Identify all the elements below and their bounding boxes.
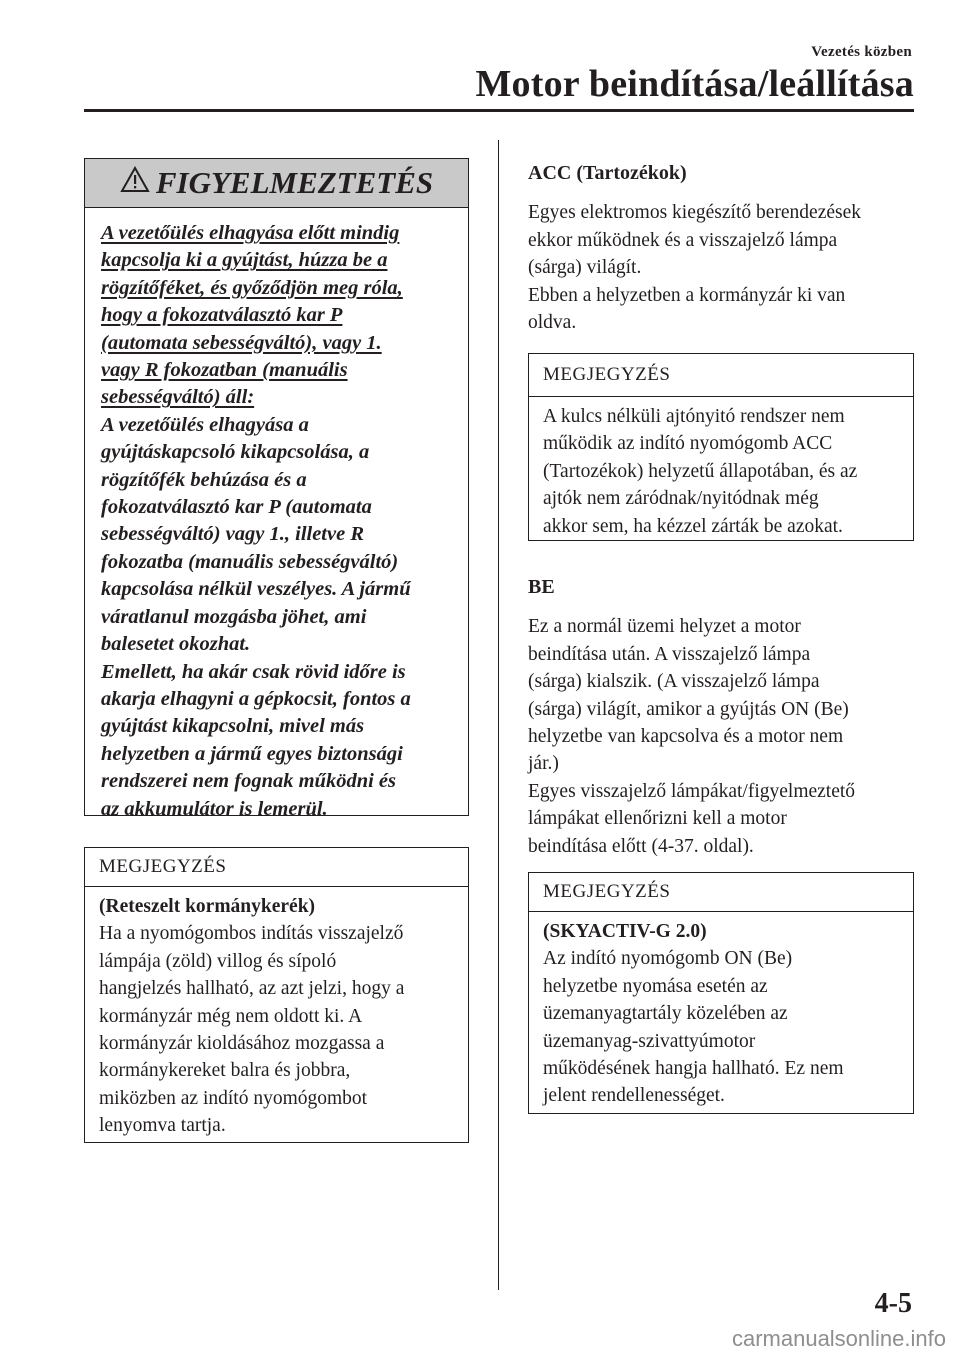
note-line: lámpája (zöld) villog és sípoló (99, 950, 337, 972)
be-line: Egyes visszajelző lámpákat/figyelmeztető (528, 780, 856, 802)
acc-line: Ebben a helyzetben a kormányzár ki van (528, 284, 846, 306)
warning-line: fokozatba (manuális sebességváltó) (101, 550, 399, 573)
warning-line: fokozatválasztó kar P (automata (101, 496, 372, 519)
warning-box (84, 158, 469, 820)
warning-line: vagy R fokozatban (manuális (101, 359, 348, 382)
note-heading: MEGJEGYZÉS (529, 354, 913, 397)
acc-line: ekkor működnek és a visszajelző lámpa (528, 229, 838, 251)
note-subtitle: (SKYACTIV-G 2.0) (543, 921, 707, 942)
be-line: beindítása előtt (4-37. oldal). (528, 835, 754, 857)
warning-line: hogy a fokozatválasztó kar P (101, 304, 343, 327)
note-line: üzemanyag-szivattyúmotor (543, 1030, 756, 1052)
note-body (529, 397, 913, 540)
acc-heading: ACC (Tartozékok) (528, 162, 687, 184)
note-line: miközben az indító nyomógombot (99, 1087, 368, 1109)
note-subtitle: (Reteszelt kormánykerék) (99, 896, 316, 917)
be-section (528, 574, 918, 860)
page-title: Motor beindítása/leállítása (475, 63, 914, 105)
warning-line: rendszerei nem fognak működni és (101, 770, 396, 793)
note-line: A kulcs nélküli ajtónyitó rendszer nem (543, 406, 845, 427)
note-line: hangjelzés hallható, az azt jelzi, hogy a (99, 978, 405, 1000)
warning-line: sebességváltó) áll: (101, 386, 255, 409)
acc-line: Egyes elektromos kiegészítő berendezések (528, 202, 861, 224)
warning-line: Emellett, ha akár csak rövid időre is (101, 660, 406, 683)
be-line: (sárga) világít, amikor a gyújtás ON (Be) (528, 698, 849, 720)
note-box-steering-lock (84, 847, 469, 1143)
warning-line: váratlanul mozgásba jöhet, ami (101, 605, 367, 628)
note-heading: MEGJEGYZÉS (85, 848, 468, 887)
be-line: helyzetbe van kapcsolva és a motor nem (528, 726, 844, 748)
note-line: kormányzár még nem oldott ki. A (99, 1005, 363, 1027)
column-divider (498, 140, 499, 1290)
warning-header (85, 159, 468, 208)
note-line: ajtók nem záródnak/nyitódnak még (543, 488, 819, 510)
warning-line: (automata sebességváltó), vagy 1. (101, 331, 382, 354)
note-line: működik az indító nyomógomb ACC (543, 433, 833, 455)
warning-triangle-icon (120, 165, 150, 201)
warning-line: sebességváltó) vagy 1., illetve R (101, 523, 364, 546)
warning-title: FIGYELMEZTETÉS (155, 165, 434, 200)
note-line: Az indító nyomógomb ON (Be) (543, 948, 793, 970)
be-line: (sárga) kialszik. (A visszajelző lámpa (528, 671, 820, 693)
warning-line: kapcsolja ki a gyújtást, húzza be a (101, 249, 388, 272)
header-rule (84, 109, 914, 112)
note-line: kormányzár kioldásához mozgassa a (99, 1033, 385, 1055)
warning-line: gyújtást kikapcsolni, mivel más (101, 715, 365, 738)
note-line: Ha a nyomógombos indítás visszajelző (99, 923, 404, 945)
warning-body (85, 208, 468, 823)
note-line: kormánykereket balra és jobbra, (99, 1060, 351, 1082)
warning-line: A vezetőülés elhagyása a (101, 413, 309, 436)
note-line: lenyomva tartja. (99, 1115, 226, 1137)
note-body (85, 887, 468, 1140)
note-line: (Tartozékok) helyzetű állapotában, és az (543, 460, 858, 482)
acc-line: oldva. (528, 312, 577, 334)
note-line: akkor sem, ha kézzel zárták be azokat. (543, 515, 843, 537)
warning-line: kapcsolása nélkül veszélyes. A jármű (101, 578, 411, 601)
warning-line: helyzetben a jármű egyes biztonsági (101, 742, 403, 765)
note-box-keyless-entry (528, 353, 914, 541)
be-heading: BE (528, 576, 555, 598)
note-line: üzemanyagtartály közelében az (543, 1003, 788, 1025)
acc-section (528, 160, 918, 336)
note-body (529, 912, 913, 1110)
warning-line: akarja elhagyni a gépkocsit, fontos a (101, 687, 411, 710)
note-box-skyactiv (528, 872, 914, 1114)
note-line: működésének hangja hallható. Ez nem (543, 1058, 844, 1080)
note-line: helyzetbe nyomása esetén az (543, 975, 768, 997)
warning-line: az akkumulátor is lemerül. (101, 797, 328, 820)
warning-line: balesetet okozhat. (101, 633, 251, 656)
watermark-text: carmanualsonline.info (731, 1326, 946, 1351)
section-label: Vezetés közben (811, 44, 912, 60)
be-line: beindítása után. A visszajelző lámpa (528, 643, 811, 665)
acc-line: (sárga) világít. (528, 257, 642, 279)
be-line: jár.) (528, 753, 559, 775)
page-number: 4-5 (874, 1288, 912, 1319)
be-line: lámpákat ellenőrizni kell a motor (528, 808, 787, 830)
note-line: jelent rendellenességet. (543, 1085, 725, 1107)
warning-line: gyújtáskapcsoló kikapcsolása, a (101, 441, 370, 464)
warning-line: A vezetőülés elhagyása előtt mindig (101, 222, 400, 244)
note-heading: MEGJEGYZÉS (529, 873, 913, 912)
warning-line: rögzítőfék behúzása és a (101, 468, 307, 491)
warning-line: rögzítőféket, és győződjön meg róla, (101, 276, 403, 299)
be-line: Ez a normál üzemi helyzet a motor (528, 616, 801, 638)
